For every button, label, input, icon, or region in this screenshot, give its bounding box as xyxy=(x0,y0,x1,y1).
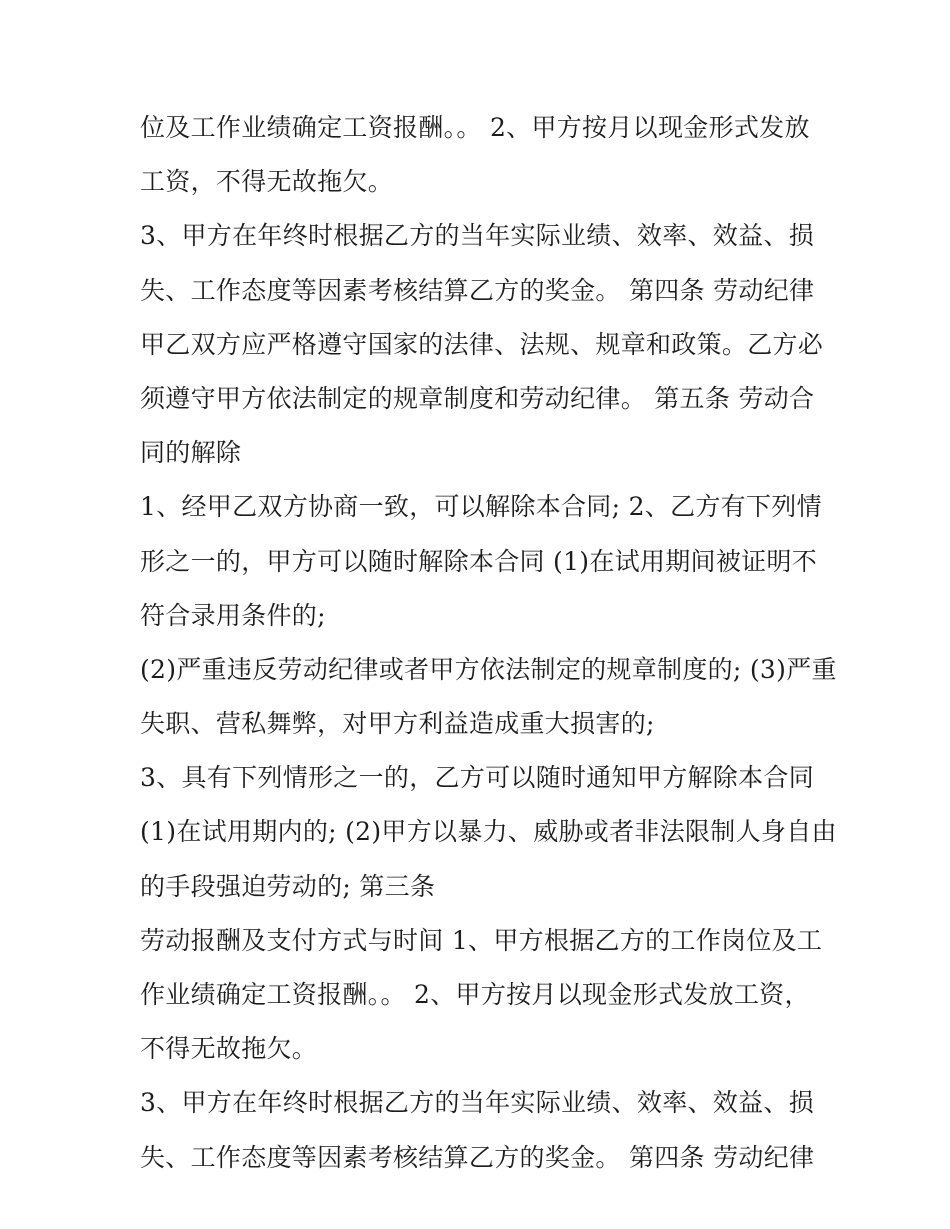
text-line: 须遵守甲方依法制定的规章制度和劳动纪律。 第五条 劳动合 xyxy=(140,383,815,413)
text-line: 形之一的，甲方可以随时解除本合同 (1)在试用期间被证明不 xyxy=(140,546,818,576)
text-line: 甲乙双方应严格遵守国家的法律、法规、规章和政策。乙方必 xyxy=(140,329,824,359)
text-line: 失、工作态度等因素考核结算乙方的奖金。 第四条 劳动纪律 xyxy=(140,275,815,305)
document-body xyxy=(140,101,837,1185)
text-line: 失职、营私舞弊，对甲方利益造成重大损害的; xyxy=(140,709,655,739)
text-line: 不得无故拖欠。 xyxy=(140,1034,318,1064)
text-line: 位及工作业绩确定工资报酬。。 2、甲方按月以现金形式发放 xyxy=(140,113,810,142)
text-line: 劳动报酬及支付方式与时间 1、甲方根据乙方的工作岗位及工 xyxy=(140,925,823,955)
text-line: 同的解除 xyxy=(140,438,242,468)
text-line: 的手段强迫劳动的; 第三条 xyxy=(140,871,436,901)
text-line: (2)严重违反劳动纪律或者甲方依法制定的规章制度的; (3)严重 xyxy=(140,654,837,684)
text-line: 符合录用条件的; xyxy=(140,600,326,630)
text-line: 3、甲方在年终时根据乙方的当年实际业绩、效率、效益、损 xyxy=(140,221,815,251)
text-line: 失、工作态度等因素考核结算乙方的奖金。 第四条 劳动纪律 xyxy=(140,1142,815,1172)
text-line: 1、经甲乙双方协商一致，可以解除本合同; 2、乙方有下列情 xyxy=(140,492,822,522)
text-line: 作业绩确定工资报酬。。 2、甲方按月以现金形式发放工资， xyxy=(140,980,810,1009)
text-line: 工资，不得无故拖欠。 xyxy=(140,167,394,197)
text-line: (1)在试用期内的; (2)甲方以暴力、威胁或者非法限制人身自由 xyxy=(140,817,837,847)
text-line: 3、具有下列情形之一的，乙方可以随时通知甲方解除本合同 xyxy=(140,763,815,793)
text-line: 3、甲方在年终时根据乙方的当年实际业绩、效率、效益、损 xyxy=(140,1088,815,1118)
